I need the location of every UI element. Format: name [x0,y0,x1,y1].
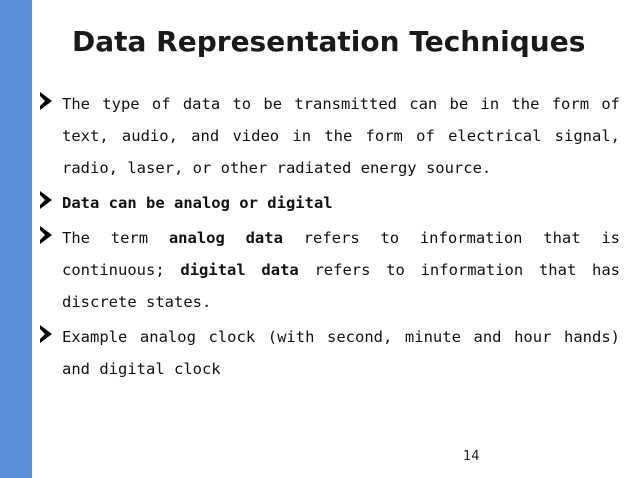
bullet-text-bold-run: Data can be analog or digital [62,194,333,212]
bullet-text-run: refers to information that has discrete states. [62,261,620,311]
bullet-text [62,187,620,219]
term-analog-data: analog data [168,229,283,247]
bullet-list [38,88,620,388]
bullet-item-clock-example [38,321,620,385]
term-digital-data: digital data [180,261,299,279]
bullet-item-analog-or-digital [38,187,620,219]
left-accent-bar [0,0,32,478]
bullet-text [62,321,620,385]
bullet-text-run: Example analog clock (with second, minute and hour hands) and digital clock [62,328,620,378]
page-number: 14 [463,449,480,464]
bullet-text-run: The term [62,229,169,247]
bullet-item-analog-digital-definition [38,222,620,318]
bullet-text-run: refers to information that is continuous; [62,229,620,279]
bullet-item-data-types [38,88,620,184]
arrowhead-bullet-icon [40,325,52,343]
arrowhead-bullet-icon [40,191,52,209]
bullet-text-run: The type of data to be transmitted can be in the form of text, audio, and video in the form of electrical signal, radio, laser, or other radiated energy source. [62,95,620,177]
bullet-text [62,222,620,318]
bullet-text [62,88,620,184]
arrowhead-bullet-icon [40,226,52,244]
arrowhead-bullet-icon [40,92,52,110]
slide-title: Data Representation Techniques [72,25,586,58]
